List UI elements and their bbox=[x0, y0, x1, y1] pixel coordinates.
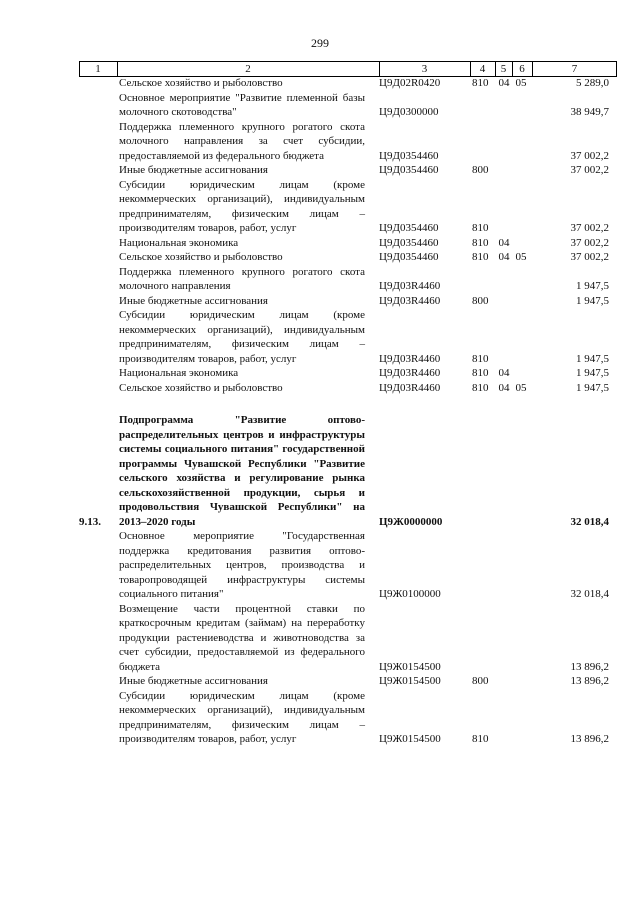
table-row bbox=[79, 236, 617, 251]
row-amount: 5 289,0 bbox=[576, 77, 609, 89]
target-code: Ц9Д02R0420 bbox=[379, 77, 441, 89]
header-col-1: 1 bbox=[95, 63, 101, 75]
header-col-4: 4 bbox=[479, 63, 486, 75]
row-name: Иные бюджетные ассигнования bbox=[119, 294, 268, 307]
row-amount: 1 947,5 bbox=[576, 294, 609, 307]
table-row bbox=[79, 250, 617, 265]
budget-table-body bbox=[79, 76, 617, 747]
row-amount: 37 002,2 bbox=[570, 222, 609, 234]
table-row bbox=[79, 91, 617, 120]
target-code: Ц9Ж0154500 bbox=[379, 675, 441, 687]
expense-type: 810 bbox=[472, 77, 489, 89]
table-row bbox=[79, 163, 617, 178]
header-col-3: 3 bbox=[421, 63, 428, 75]
expense-type: 810 bbox=[472, 251, 489, 263]
row-amount: 13 896,2 bbox=[570, 660, 609, 673]
row-amount: 1 947,5 bbox=[576, 352, 609, 365]
target-code: Ц9Ж0154500 bbox=[379, 733, 441, 745]
row-name: Субсидии юридическим лицам (кроме некоммерческих организаций), индивидуальным предпринимателям, физическим лицам – производителям товаров, работ, услуг bbox=[119, 309, 365, 365]
row-amount: 37 002,2 bbox=[570, 236, 609, 249]
header-col-6: 6 bbox=[519, 63, 525, 75]
target-code: Ц9Д0354460 bbox=[379, 149, 439, 162]
expense-type: 810 bbox=[472, 236, 489, 249]
target-code: Ц9Ж0154500 bbox=[379, 660, 441, 673]
row-name: Поддержка племенного крупного рогатого скота молочного направления за счет субсидии, предоставляемой из федерального бюджета bbox=[119, 120, 365, 162]
row-amount: 1 947,5 bbox=[576, 367, 609, 379]
table-row bbox=[79, 76, 617, 91]
subsection: 05 bbox=[515, 77, 527, 89]
target-code: Ц9Д0354460 bbox=[379, 222, 439, 234]
row-name: Субсидии юридическим лицам (кроме некоммерческих организаций), индивидуальным предпринимателям, физическим лицам – производителям товаров, работ, услуг bbox=[119, 689, 365, 745]
table-row bbox=[79, 120, 617, 164]
target-code: Ц9Д03R4460 bbox=[379, 381, 441, 394]
page-number: 299 bbox=[311, 36, 329, 50]
expense-type: 800 bbox=[472, 164, 489, 176]
table-row bbox=[79, 308, 617, 366]
target-code: Ц9Ж0000000 bbox=[379, 515, 443, 528]
table-row bbox=[79, 381, 617, 396]
expense-type: 800 bbox=[472, 675, 489, 687]
target-code: Ц9Д0300000 bbox=[379, 106, 439, 118]
table-row bbox=[79, 689, 617, 747]
row-name: Основное мероприятие "Развитие племенной базы молочного скотоводства" bbox=[119, 91, 365, 118]
row-amount: 13 896,2 bbox=[570, 675, 609, 687]
table-row bbox=[79, 413, 617, 529]
row-name: Сельское хозяйство и рыболовство bbox=[119, 251, 283, 263]
table-row bbox=[79, 529, 617, 602]
subsection: 05 bbox=[515, 381, 527, 394]
row-name: Подпрограмма "Развитие оптово-распределительных центров и инфраструктуры системы социального питания" государственной программы Чувашской Республики "Развитие сельского хозяйства и регулирование рынка сельскохозяйственной продукции, сырья и продовольствия Чувашской Республики" на 2013–2020 годы bbox=[119, 414, 365, 528]
expense-type: 810 bbox=[472, 733, 489, 745]
row-name: Иные бюджетные ассигнования bbox=[119, 164, 268, 176]
target-code: Ц9Д03R4460 bbox=[379, 367, 441, 379]
section: 04 bbox=[498, 236, 510, 249]
row-number: 9.13. bbox=[79, 515, 101, 528]
expense-type: 810 bbox=[472, 381, 489, 394]
row-name: Иные бюджетные ассигнования bbox=[119, 675, 268, 687]
table-row bbox=[79, 294, 617, 309]
table-row bbox=[79, 265, 617, 294]
row-amount: 32 018,4 bbox=[570, 588, 609, 600]
header-col-5: 5 bbox=[500, 63, 507, 75]
target-code: Ц9Ж0100000 bbox=[379, 588, 441, 600]
row-amount: 38 949,7 bbox=[570, 106, 609, 118]
row-name: Национальная экономика bbox=[119, 367, 239, 379]
header-col-7: 7 bbox=[571, 63, 578, 75]
row-amount: 37 002,2 bbox=[570, 251, 609, 263]
row-amount: 13 896,2 bbox=[570, 733, 609, 745]
row-name: Субсидии юридическим лицам (кроме некоммерческих организаций), индивидуальным предпринимателям, физическим лицам – производителям товаров, работ, услуг bbox=[119, 178, 365, 234]
header-col-2: 2 bbox=[245, 63, 251, 75]
target-code: Ц9Д03R4460 bbox=[379, 352, 441, 365]
row-name: Сельское хозяйство и рыболовство bbox=[119, 77, 283, 89]
expense-type: 810 bbox=[472, 222, 489, 234]
row-name: Национальная экономика bbox=[119, 236, 239, 249]
row-gap bbox=[79, 395, 617, 413]
table-row bbox=[79, 602, 617, 675]
section: 04 bbox=[498, 381, 510, 394]
target-code: Ц9Д0354460 bbox=[379, 164, 439, 176]
target-code: Ц9Д03R4460 bbox=[379, 294, 441, 307]
subsection: 05 bbox=[515, 251, 527, 263]
table-header bbox=[79, 61, 617, 77]
row-amount: 37 002,2 bbox=[570, 149, 609, 162]
row-amount: 32 018,4 bbox=[570, 515, 609, 528]
row-name: Возмещение части процентной ставки по краткосрочным кредитам (займам) на переработку продукции растениеводства и животноводства за счет субсидии, предоставляемой из федерального бюджета bbox=[119, 602, 365, 673]
target-code: Ц9Д03R4460 bbox=[379, 280, 441, 292]
table-row bbox=[79, 674, 617, 689]
row-name: Поддержка племенного крупного рогатого скота молочного направления bbox=[119, 265, 365, 292]
section: 04 bbox=[498, 77, 510, 89]
row-name: Сельское хозяйство и рыболовство bbox=[119, 381, 283, 394]
target-code: Ц9Д0354460 bbox=[379, 251, 439, 263]
row-amount: 1 947,5 bbox=[576, 381, 609, 394]
expense-type: 800 bbox=[472, 294, 489, 307]
table-row bbox=[79, 178, 617, 236]
row-name: Основное мероприятие "Государственная поддержка кредитования развития оптово-распределительных центров, производства и товаропроводящей инфраструктуры системы социального питания" bbox=[119, 530, 365, 600]
row-amount: 1 947,5 bbox=[576, 280, 609, 292]
expense-type: 810 bbox=[472, 352, 489, 365]
expense-type: 810 bbox=[472, 367, 489, 379]
row-amount: 37 002,2 bbox=[570, 164, 609, 176]
table-row bbox=[79, 366, 617, 381]
section: 04 bbox=[498, 367, 510, 379]
section: 04 bbox=[498, 251, 510, 263]
target-code: Ц9Д0354460 bbox=[379, 236, 439, 249]
